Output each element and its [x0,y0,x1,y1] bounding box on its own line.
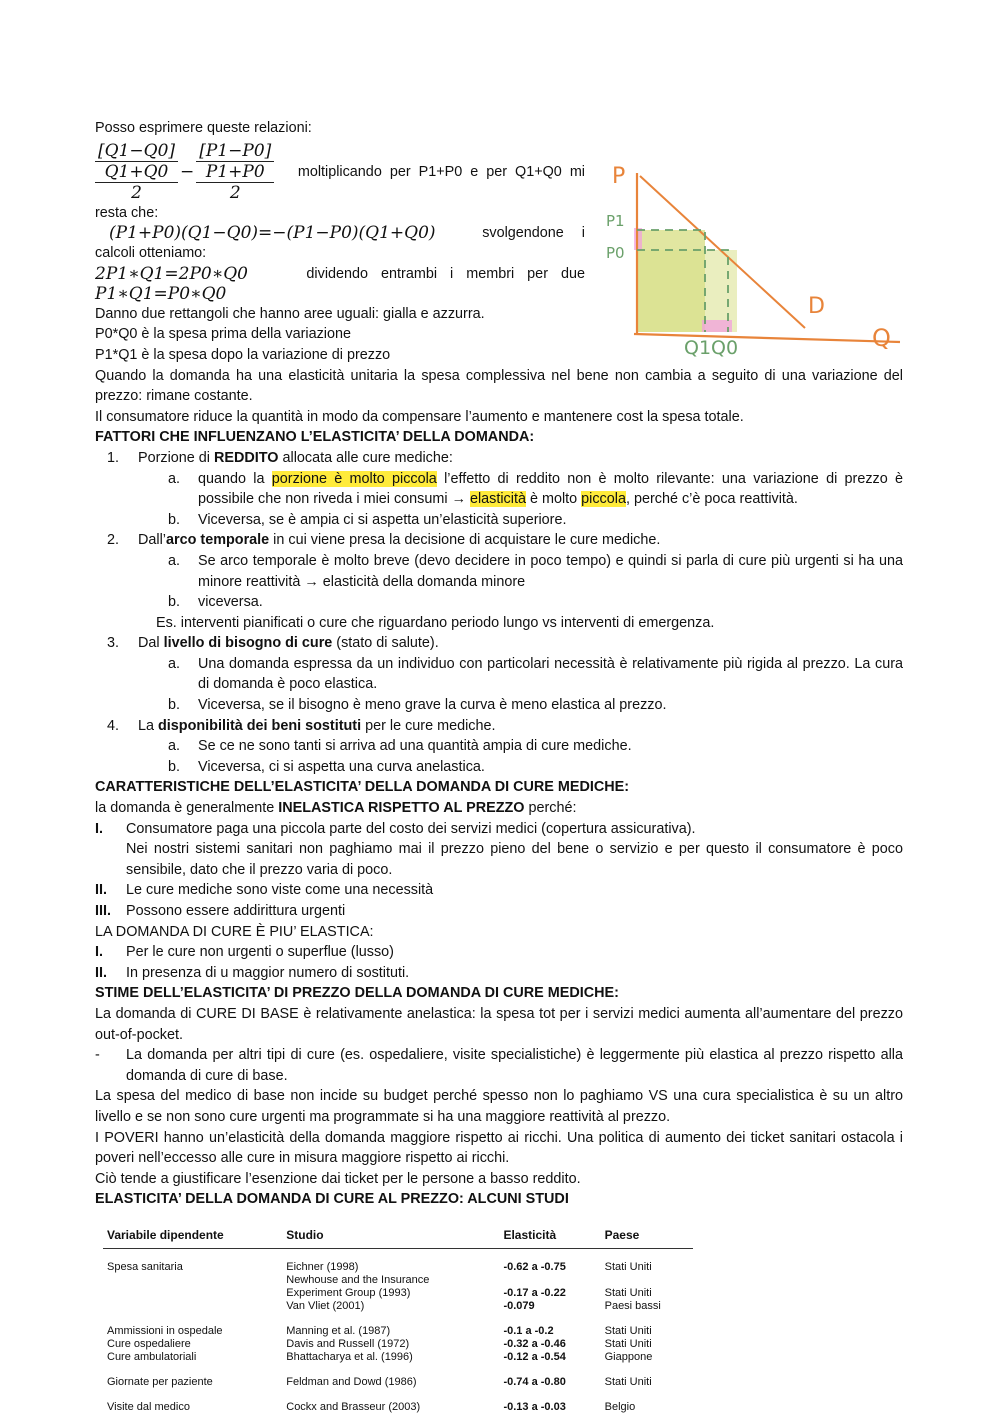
factor-1-b: b. Viceversa, se è ampia ci si aspetta un’elasticità superiore. [168,511,567,528]
factor-2: 2. Dall’arco temporale in cui viene presa la decisione di acquistare le cure mediche. [107,532,661,549]
factor-4: 4. La disponibilità dei beni sostituti per le cure mediche. [107,717,496,734]
factors-list [95,448,903,778]
formula-block [95,118,585,366]
paragraph-consumer: Il consumatore riduce la quantità in modo da compensare l’aumento e mantenere cost la spesa totale. [95,408,744,425]
calcoli-line: calcoli otteniamo: [95,245,207,262]
factor-2-a: a. Se arco temporale è molto breve (devo decidere in poco tempo) e quindi si parla di cure più urgenti si ha una minore reattività → elasticità della domanda minore [168,552,903,590]
table-header: Paese [601,1224,693,1249]
roman-item: II. Le cure mediche sono viste come una necessità [95,882,434,899]
paragraph-cure-di-base: La domanda di CURE DI BASE è relativamente anelastica: la spesa tot per i servizi medici aumenta all’aumentare del prezzo out-of-pocket. [95,1005,903,1043]
p1-label: P1 [606,212,625,230]
fraction-p: [P1−P0] P1+P0 2 [196,141,274,203]
roman-item: I. Consumatore paga una piccola parte del costo dei servizi medici (copertura assicurativa). Nei nostri sistemi sanitari non paghiamo mai il prezzo pieno del bene o servizio e per questo il consumatore è poco sensibile, dato che il prezzo varia di poco. [95,820,903,878]
arrow-icon: → [304,573,319,590]
factor-3-b: b. Viceversa, se il bisogno è meno grave la curva è meno elastica al prezzo. [168,697,667,714]
highlight: piccola [581,491,626,508]
q1q0-label: Q1Q0 [684,337,739,358]
heading-piu-elastica: LA DOMANDA DI CURE È PIU’ ELASTICA: [95,923,374,940]
table-header-row [103,1224,693,1249]
heading-fattori: FATTORI CHE INFLUENZANO L’ELASTICITA’ DELLA DOMANDA: [95,429,535,446]
dash-item: - La domanda per altri tipi di cure (es. ospedaliere, visite specialistiche) è leggermente più elastica al prezzo rispetto alla domanda di cure di base. [95,1047,903,1084]
paragraph-poveri: I POVERI hanno un’elasticità della domanda maggiore rispetto ai ricchi. Una politica di aumento dei ticket sanitari ostacola i poveri nell’eccesso alle cure in misura maggiore rispetto ai ricchi. [95,1129,903,1167]
resta-line: resta che: [95,204,159,221]
p-label: P [612,164,626,189]
factor-4-b: b. Viceversa, ci si aspetta una curva anelastica. [168,758,485,775]
factor-1-a: a. quando la porzione è molto piccola l’effetto di reddito non è molto rilevante: una variazione di prezzo è possibile che non riveda i miei consumi → elasticità è molto piccola, perché c’è poca reattività. [168,470,904,508]
roman-item: III. Possono essere addirittura urgenti [95,903,346,919]
table-row: Ammissioni in ospedale Manning et al. (1987) -0.1 a -0.2 Stati Uniti [107,1324,652,1337]
table-row: Visite dal medico Cockx and Brasseur (2003) -0.13 a -0.03 Belgio [107,1400,636,1413]
highlight: elasticità [469,491,526,508]
equation-1-text: moltiplicando per P1+P0 e per Q1+Q0 mi [297,163,585,180]
roman-item: II. In presenza di u maggior numero di sostituti. [95,964,410,981]
factor-2-b: b. viceversa. [168,594,263,611]
equation-3: 2P1∗Q1=2P0∗Q0 dividendo entrambi i membri per due [95,263,585,284]
heading-studi: ELASTICITA’ DELLA DOMANDA DI CURE AL PREZZO: ALCUNI STUDI [95,1191,569,1208]
studies-table [103,1224,693,1414]
inelastic-line: la domanda è generalmente INELASTICA RISPETTO AL PREZZO perché: [95,800,577,817]
arrow-icon: → [451,491,466,508]
table-row: Spesa sanitaria Eichner (1998) -0.62 a -0.75 Stati Uniti [107,1260,652,1273]
paragraph-esenzione: Ciò tende a giustificare l’esenzione dai ticket per le persone a basso reddito. [95,1170,581,1187]
equation-1: [Q1−Q0] Q1+Q0 2 − [P1−P0] P1+P0 2 moltiplicando per P1+P0 e per Q1+Q0 mi [95,141,585,203]
text-line-1: Danno due rettangoli che hanno aree uguali: gialla e azzurra. [95,305,485,322]
factor-2-example: Es. interventi pianificati o cure che riguardano periodo lungo vs interventi di emergenza. [156,614,715,631]
roman-item: I. Per le cure non urgenti o superflue (lusso) [95,944,394,961]
table-row: Cure ospedaliere Davis and Russell (1972) -0.32 a -0.46 Stati Uniti [107,1337,652,1350]
factor-3-a: a. Una domanda espressa da un individuo con particolari necessità è relativamente più rigida al prezzo. La cura di domanda è poco elastica. [168,655,903,693]
document-page [95,118,903,1414]
paragraph-unit-elasticity: Quando la domanda ha una elasticità unitaria la spesa complessiva nel bene non cambia a seguito di una variazione del prezzo: rimane costante. [95,367,903,405]
factor-1: 1. Porzione di REDDITO allocata alle cure mediche: [107,449,453,466]
p0-label: P0 [606,244,625,262]
factor-4-a: a. Se ce ne sono tanti si arriva ad una quantità ampia di cure mediche. [168,738,632,755]
text-line-3: P1*Q1 è la spesa dopo la variazione di prezzo [95,346,391,363]
table-header: Elasticità [499,1224,600,1249]
d-label: D [808,294,825,319]
q-label: Q [872,324,891,352]
heading-stime: STIME DELL’ELASTICITA’ DI PREZZO DELLA DOMANDA DI CURE MEDICHE: [95,985,619,1002]
equation-2: (P1+P0)(Q1−Q0)=−(P1−P0)(Q1+Q0) svolgendone i [109,223,585,244]
equation-4: P1∗Q1=P0∗Q0 [95,283,227,304]
table-header: Studio [282,1224,499,1249]
table-row: Cure ambulatoriali Bhattacharya et al. (1996) -0.12 a -0.54 Giappone [107,1350,653,1363]
table-row: Giornate per paziente Feldman and Dowd (1986) -0.74 a -0.80 Stati Uniti [107,1375,652,1388]
table-row: Van Vliet (2001) -0.079 Paesi bassi [286,1299,661,1312]
factor-3: 3. Dal livello di bisogno di cure (stato di salute). [107,635,439,652]
highlight: porzione è molto piccola [271,470,437,487]
heading-caratteristiche: CARATTERISTICHE DELL’ELASTICITA’ DELLA DOMANDA DI CURE MEDICHE: [95,779,630,796]
table-row: Newhouse and the Insurance [286,1273,430,1286]
intro-line: Posso esprimere queste relazioni: [95,120,312,136]
table-row: Experiment Group (1993) -0.17 a -0.22 Stati Uniti [286,1286,652,1299]
text-line-2: P0*Q0 è la spesa prima della variazione [95,326,351,343]
table-header: Variabile dipendente [103,1224,282,1249]
paragraph-medico-base: La spesa del medico di base non incide su budget perché spesso non lo paghiamo VS una cura specialistica è su un altro livello e se non sono cure urgenti ma programmate si ha una maggiore reattività al prezzo. [95,1088,903,1125]
fraction-q: [Q1−Q0] Q1+Q0 2 [95,141,178,203]
